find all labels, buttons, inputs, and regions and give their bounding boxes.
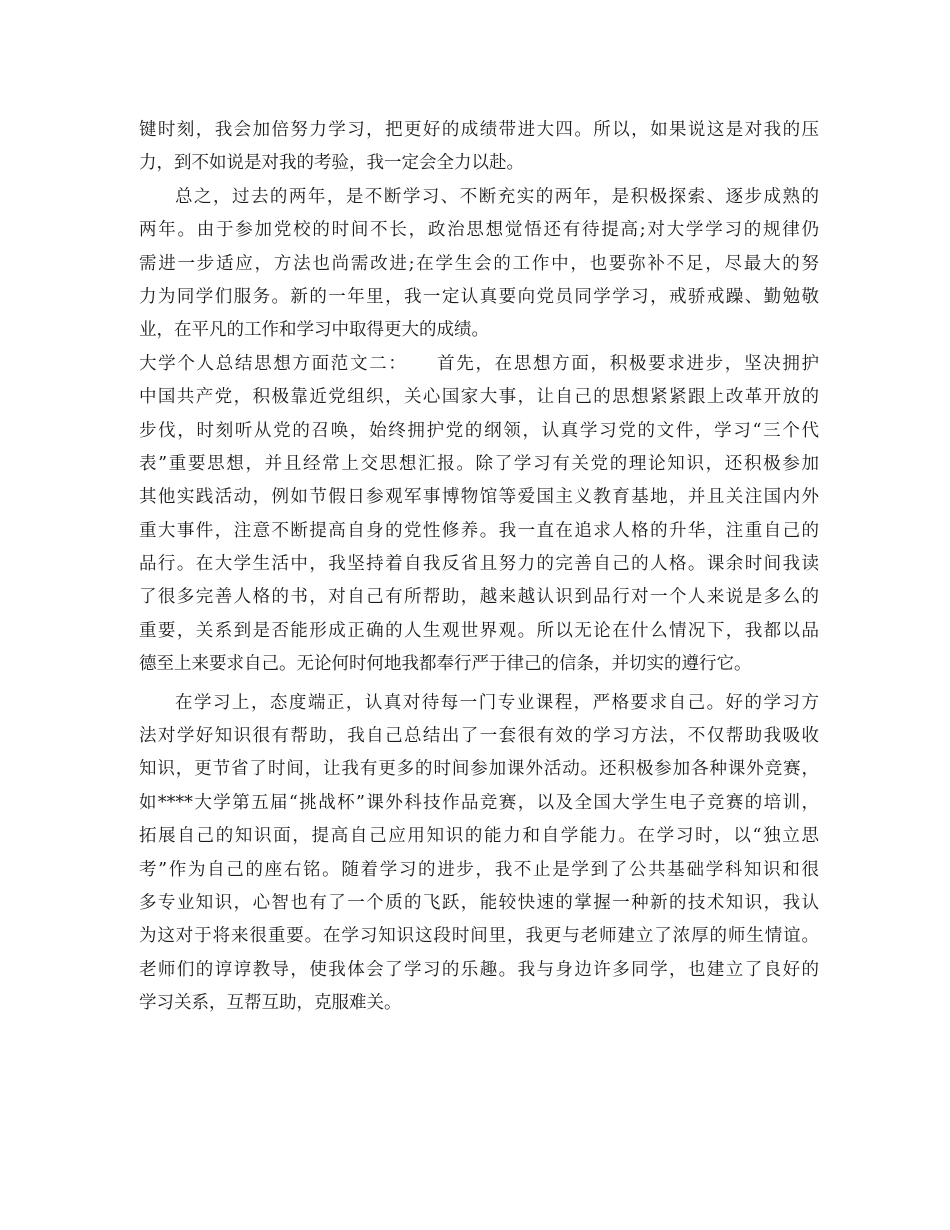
text-line: 总之，过去的两年，是不断学习、不断充实的两年，是积极探索、逐步成熟的 [175, 186, 819, 207]
text-line: 其他实践活动，例如节假日参观军事博物馆等爱国主义教育基地，并且关注国内外 [139, 487, 819, 508]
text-line: 如****大学第五届“挑战杯”课外科技作品竞赛，以及全国大学生电子竞赛的培训， [139, 792, 819, 813]
text-line: 表”重要思想，并且经常上交思想汇报。除了学习有关党的理论知识，还积极参加 [139, 453, 819, 474]
text-line: 了很多完善人格的书，对自己有所帮助，越来越认识到品行对一个人来说是多么的 [139, 587, 819, 608]
text-line: 键时刻，我会加倍努力学习，把更好的成绩带进大四。所以，如果说这是对我的压 [139, 120, 819, 140]
body-text [139, 114, 819, 1021]
text-line: 重要，关系到是否能形成正确的人生观世界观。所以无论在什么情况下，我都以品 [139, 620, 819, 641]
text-line: 法对学好知识很有帮助，我自己总结出了一套很有效的学习方法，不仅帮助我吸收 [139, 726, 819, 747]
text-line: 考”作为自己的座右铭。随着学习的进步，我不止是学到了公共基础学科知识和很 [139, 859, 819, 880]
text-line: 中国共产党，积极靠近党组织，关心国家大事，让自己的思想紧紧跟上改革开放的 [139, 387, 819, 408]
text-line: 知识，更节省了时间，让我有更多的时间参加课外活动。还积极参加各种课外竞赛， [139, 759, 819, 780]
text-line: 拓展自己的知识面，提高自己应用知识的能力和自学能力。在学习时，以“独立思 [139, 826, 819, 847]
text-line: 老师们的谆谆教导，使我体会了学习的乐趣。我与身边许多同学，也建立了良好的 [139, 959, 819, 980]
text-line: 品行。在大学生活中，我坚持着自我反省且努力的完善自己的人格。课余时间我读 [139, 554, 819, 575]
text-line: 力为同学们服务。新的一年里，我一定认真要向党员同学学习，戒骄戒躁、勤勉敬 [139, 286, 819, 307]
section-heading-line: 大学个人总结思想方面范文二： 首先，在思想方面，积极要求进步，坚决拥护 [139, 353, 819, 374]
text-line: 德至上来要求自己。无论何时何地我都奉行严于律己的信条，并切实的遵行它。 [139, 654, 752, 675]
text-line: 为这对于将来很重要。在学习知识这段时间里，我更与老师建立了浓厚的师生情谊。 [139, 926, 819, 947]
text-line: 多专业知识，心智也有了一个质的飞跃，能较快速的掌握一种新的技术知识，我认 [139, 892, 819, 913]
text-line: 需进一步适应，方法也尚需改进;在学生会的工作中，也要弥补不足，尽最大的努 [139, 253, 819, 274]
text-line: 在学习上，态度端正，认真对待每一门专业课程，严格要求自己。好的学习方 [175, 692, 819, 713]
text-line: 两年。由于参加党校的时间不长，政治思想觉悟还有待提高;对大学学习的规律仍 [139, 220, 819, 241]
text-line: 业，在平凡的工作和学习中取得更大的成绩。 [139, 320, 489, 341]
text-line: 学习关系，互帮互助，克服难关。 [139, 993, 402, 1014]
text-line: 力，到不如说是对我的考验，我一定会全力以赴。 [139, 153, 524, 174]
text-line: 步伐，时刻听从党的召唤，始终拥护党的纲领，认真学习党的文件，学习“三个代 [139, 420, 819, 441]
text-line: 重大事件，注意不断提高自身的党性修养。我一直在追求人格的升华，注重自己的 [139, 520, 819, 541]
